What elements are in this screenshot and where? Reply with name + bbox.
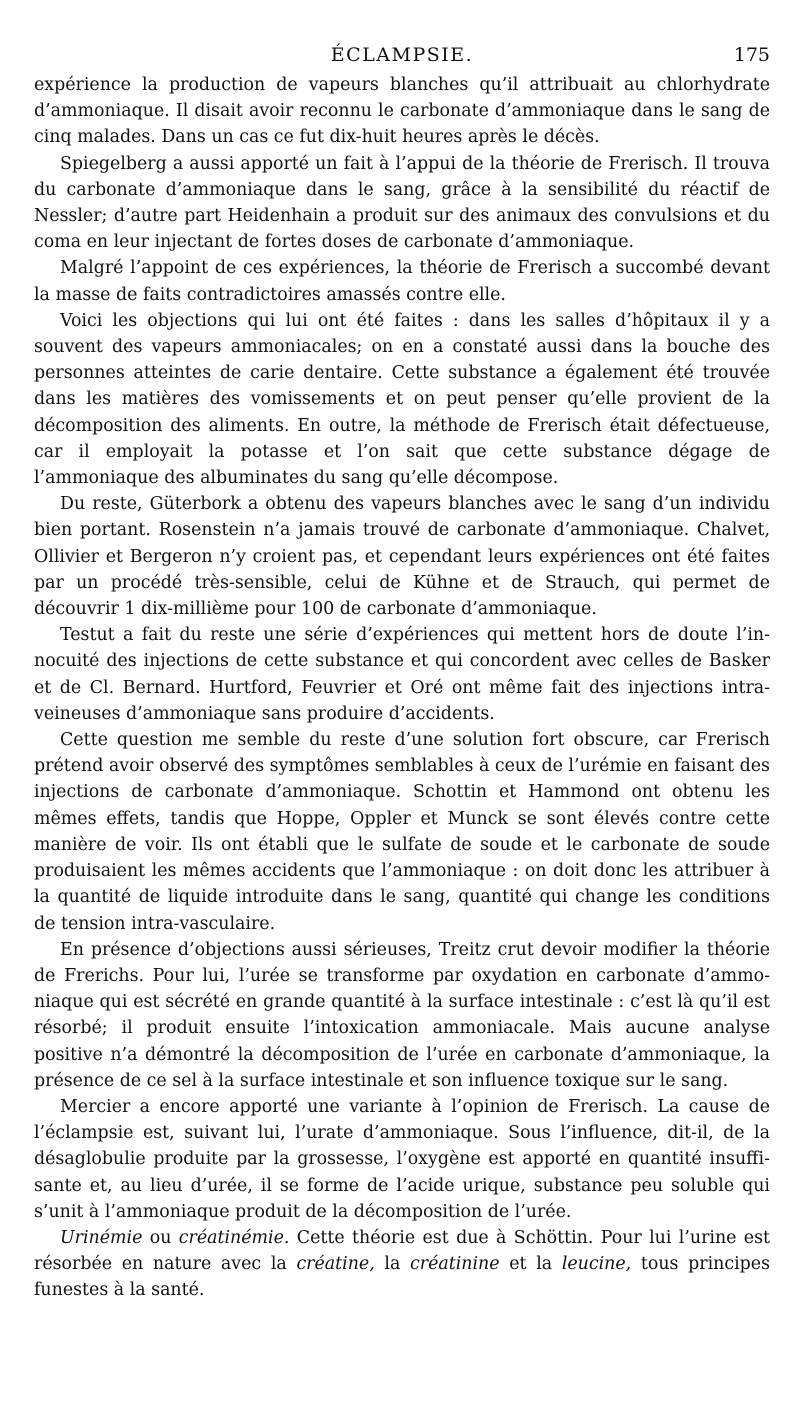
paragraph-question: Cette question me semble du reste d’une solution fort obscure, car Frerisch prétend avoir observé des symptômes semblables à ceux de l’urémie en faisant des injections de carbonate d’ammoniaque. Schottin et Hammond ont obtenu les mêmes effets, tandis que Hoppe, Oppler et Munck se sont élevés contre cette manière de voir. Ils ont établi que le sulfate de soude et le carbonate de soude produisaient les mêmes accidents que l’ammoniaque : on doit donc les attribuer à la quantité de liquide introduite dans le sang, quantité qui change les conditions de tension intra-vasculaire. [34,730,770,934]
paragraph-text-part: tous principes funestes à la santé. [34,1254,771,1301]
paragraph-text-part: Cette théorie est due à Schöttin. Pour lui l’urine est résorbée en nature avec la [34,1227,770,1275]
paragraph-continuation: expérience la production de vapeurs blanches qu’il attribuait au chlorhydrate d’ammoniaque. Il disait avoir reconnu le carbonate d’ammoniaque dans le sang de cinq malades. Dans un cas ce fut dix-huit heures après le décès. [34,75,770,148]
connector-text: ou [142,1227,179,1248]
paragraph-text-part: la [374,1254,411,1275]
book-page [34,40,770,1400]
term-creatine: créatine, [296,1254,375,1275]
paragraph-spiegelberg: Spiegelberg a aussi apporté un fait à l’appui de la théorie de Frerisch. Il trouva du carbonate d’ammoniaque dans le sang, grâce à la sensibilité du réactif de Nessler; d’autre part Heidenhain a produit sur des animaux des convulsions et du coma en leur injectant de fortes doses de carbonate d’ammoniaque. [34,153,770,253]
paragraph-urinemie [34,1225,770,1304]
paragraph-du-reste: Du reste, Güterbork a obtenu des vapeurs blanches avec le sang d’un individu bien portant. Rosenstein n’a jamais trouvé de carbonate d’ammoniaque. Chalvet, Ollivier et Bergeron n’y croient pas, et cependant leurs expériences ont été faites par un procédé très-sensible, celui de Kühne et de Strauch, qui permet de découvrir 1 dix-millième pour 100 de carbonate d’ammoniaque. [34,494,770,620]
chapter-title: ÉCLAMPSIE. [330,44,474,66]
term-creatinine: créatinine [410,1254,500,1275]
term-leucine: leucine, [561,1254,632,1275]
term-urinemie: Urinémie [60,1227,143,1248]
running-header [34,40,770,72]
paragraph-text-part: et la [499,1254,562,1275]
paragraph-mercier: Mercier a encore apporté une variante à l’opinion de Frerisch. La cause de l’éclampsie est, suivant lui, l’urate d’ammoniaque. Sous l’influence, dit-il, de la désaglobulie produite par la grossesse, l’oxygène est apporté en quantité insuffisante et, au lieu d’urée, il se forme de l’acide urique, substance peu soluble qui s’unit à l’ammoniaque produit de la décomposition de l’urée. [34,1096,770,1222]
term-creatinemie: créatinémie. [178,1227,290,1248]
body-text [34,72,770,1304]
paragraph-objections: Voici les objections qui lui ont été faites : dans les salles d’hôpitaux il y a souvent des vapeurs ammoniacales; on en a constaté aussi dans la bouche des personnes atteintes de carie dentaire. Cette substance a également été trouvée dans les matières des vomissements et on peut penser qu’elle provient de la décomposition des aliments. En outre, la méthode de Frerisch était défectueuse, car il employait la potasse et l’on sait que cette substance dégage de l’ammoniaque des albuminates du sang qu’elle décompose. [34,310,770,489]
paragraph-malgre: Malgré l’appoint de ces expériences, la théorie de Frerisch a succombé devant la masse de faits contradictoires amassés contre elle. [34,258,770,305]
paragraph-testut: Testut a fait du reste une série d’expériences qui mettent hors de doute l’innocuité des injections de cette substance et qui concordent avec celles de Basker et de Cl. Bernard. Hurtford, Feuvrier et Oré ont même fait des injections intra-veineuses d’ammoniaque sans produire d’accidents. [34,625,770,724]
page-number: 175 [733,44,770,66]
paragraph-treitz: En présence d’objections aussi sérieuses, Treitz crut devoir modifier la théorie de Frerichs. Pour lui, l’urée se transforme par oxydation en carbonate d’ammoniaque qui est sécrété en grande quantité à la surface intestinale : c’est là qu’il est résorbé; il produit ensuite l’intoxication ammoniacale. Mais aucune analyse positive n’a démontré la décomposition de l’urée en carbonate d’ammoniaque, la présence de ce sel à la surface intestinale et son influence toxique sur le sang. [34,939,770,1091]
